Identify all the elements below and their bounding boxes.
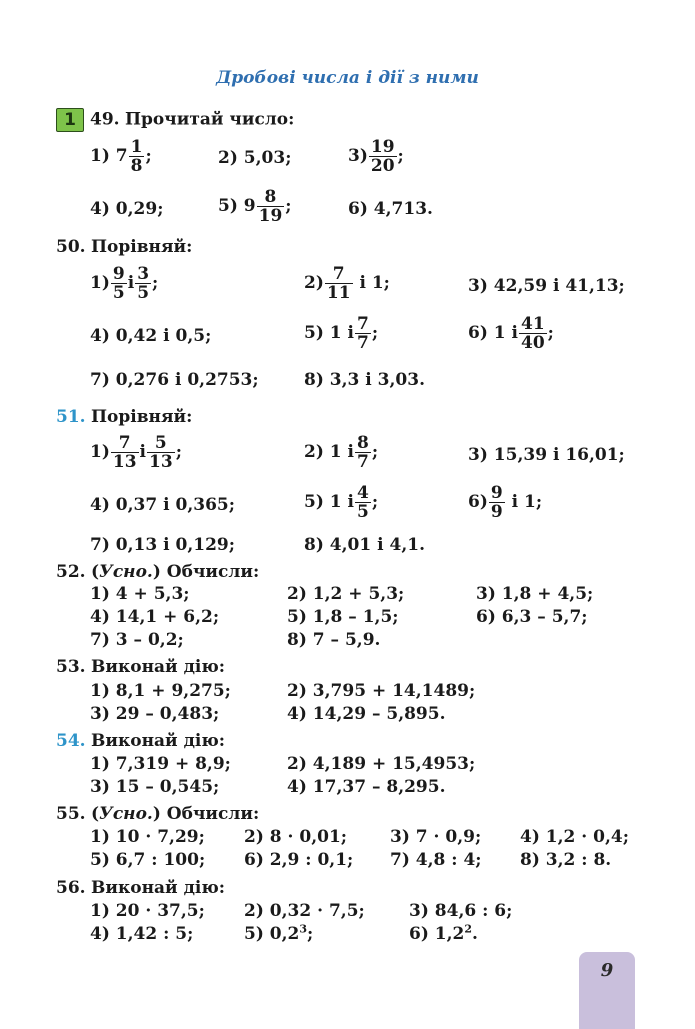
item-55-7: 7) 4,8 : 4; (390, 850, 482, 870)
item-49-3: 3) $\frac{19}{20}$ ; (348, 137, 404, 176)
item-56-6: 6) $1,2^2$. (409, 922, 478, 944)
item-50-2: 2) $\frac{7}{11}$ і 1; (304, 264, 390, 303)
item-51-8: 8) 4,01 і 4,1. (304, 535, 425, 555)
item-50-3: 3) 42,59 і 41,13; (468, 276, 625, 296)
item-55-8: 8) 3,2 : 8. (520, 850, 612, 870)
problem-56-heading: 56. Виконай дію: (56, 878, 226, 898)
item-51-4: 4) 0,37 і 0,365; (90, 495, 235, 515)
item-50-5: 5) 1 і $\frac{7}{7}$ ; (304, 314, 379, 353)
item-52-7: 7) 3 – 0,2; (90, 630, 184, 650)
item-56-5: 5) $0,2^3$; (244, 922, 314, 944)
item-51-3: 3) 15,39 і 16,01; (468, 445, 625, 465)
problem-52-heading: 52. (Усно.) Обчисли: (56, 562, 260, 582)
item-54-2: 2) 4,189 + 15,4953; (287, 754, 476, 774)
item-54-3: 3) 15 – 0,545; (90, 777, 220, 797)
item-50-6: 6) 1 і $\frac{41}{40}$ ; (468, 314, 554, 353)
item-55-3: 3) 7 · 0,9; (390, 827, 482, 847)
item-52-2: 2) 1,2 + 5,3; (287, 584, 405, 604)
problem-51-heading: 51. Порівняй: (56, 407, 193, 427)
page-number: 9 (579, 952, 635, 1029)
item-56-1: 1) 20 · 37,5; (90, 901, 205, 921)
item-49-5: 5) 9 $\frac{8}{19}$ ; (218, 187, 292, 226)
item-52-6: 6) 6,3 – 5,7; (476, 607, 588, 627)
problem-49-heading (56, 108, 294, 132)
item-51-1: 1) $\frac{7}{13}$ і $\frac{5}{13}$ ; (90, 433, 182, 472)
item-51-7: 7) 0,13 і 0,129; (90, 535, 235, 555)
item-49-2: 2) 5,03; (218, 148, 292, 168)
problem-number: 50. (56, 237, 86, 257)
item-52-1: 1) 4 + 5,3; (90, 584, 190, 604)
item-50-8: 8) 3,3 і 3,03. (304, 370, 425, 390)
problem-50-heading: 50. Порівняй: (56, 237, 193, 257)
item-49-6: 6) 4,713. (348, 199, 433, 219)
item-51-6: 6) $\frac{9}{9}$ і 1; (468, 483, 543, 522)
item-51-2: 2) 1 і $\frac{8}{7}$ ; (304, 433, 379, 472)
item-53-3: 3) 29 – 0,483; (90, 704, 220, 724)
item-52-5: 5) 1,8 – 1,5; (287, 607, 399, 627)
item-54-4: 4) 17,37 – 8,295. (287, 777, 446, 797)
item-52-4: 4) 14,1 + 6,2; (90, 607, 220, 627)
item-50-1: 1) $\frac{9}{5}$ і $\frac{3}{5}$ ; (90, 264, 159, 303)
item-52-8: 8) 7 – 5,9. (287, 630, 381, 650)
problem-text: Прочитай число: (124, 109, 295, 130)
item-51-5: 5) 1 і $\frac{4}{5}$ ; (304, 483, 379, 522)
problem-number: 51. (56, 407, 86, 427)
level-badge: 1 (56, 108, 84, 132)
item-49-1: 1) 7 $\frac{1}{8}$ ; (90, 137, 152, 176)
fraction: $\frac{19}{20}$ (370, 137, 395, 176)
item-53-4: 4) 14,29 – 5,895. (287, 704, 446, 724)
item-54-1: 1) 7,319 + 8,9; (90, 754, 231, 774)
item-56-2: 2) 0,32 · 7,5; (244, 901, 365, 921)
item-53-2: 2) 3,795 + 14,1489; (287, 681, 476, 701)
item-55-1: 1) 10 · 7,29; (90, 827, 205, 847)
fraction: $\frac{8}{19}$ (258, 187, 283, 226)
item-55-5: 5) 6,7 : 100; (90, 850, 206, 870)
item-56-3: 3) 84,6 : 6; (409, 901, 513, 921)
problem-number: 49. (90, 109, 120, 130)
problem-53-heading: 53. Виконай дію: (56, 657, 226, 677)
item-55-4: 4) 1,2 · 0,4; (520, 827, 629, 847)
item-56-4: 4) 1,42 : 5; (90, 924, 194, 944)
item-52-3: 3) 1,8 + 4,5; (476, 584, 594, 604)
item-55-2: 2) 8 · 0,01; (244, 827, 348, 847)
section-title: Дробові числа і дії з ними (216, 68, 479, 88)
item-50-4: 4) 0,42 і 0,5; (90, 326, 212, 346)
problem-54-heading: 54. Виконай дію: (56, 731, 226, 751)
fraction: $\frac{1}{8}$ (130, 137, 143, 176)
item-55-6: 6) 2,9 : 0,1; (244, 850, 354, 870)
problem-55-heading: 55. (Усно.) Обчисли: (56, 804, 260, 824)
item-50-7: 7) 0,276 і 0,2753; (90, 370, 259, 390)
item-53-1: 1) 8,1 + 9,275; (90, 681, 231, 701)
item-49-4: 4) 0,29; (90, 199, 164, 219)
